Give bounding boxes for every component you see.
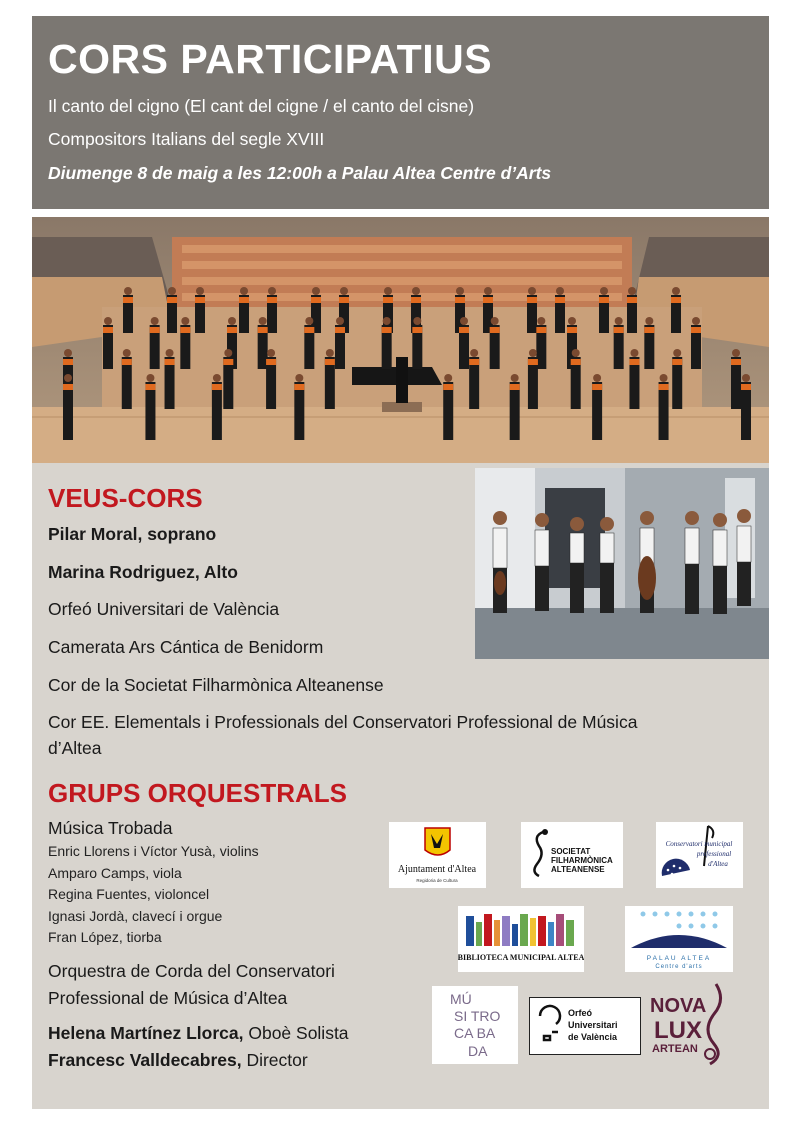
ensemble-member: Enric Llorens i Víctor Yusà, violins xyxy=(48,843,259,859)
nova-lux-artean-logo xyxy=(648,980,732,1072)
choir-singer-head xyxy=(444,374,452,382)
conservatori-label: d'Altea xyxy=(708,860,728,868)
choir-sash xyxy=(63,359,73,365)
choir-singer-head xyxy=(64,349,72,357)
choir-singer-head xyxy=(267,349,275,357)
choir-singer xyxy=(510,382,520,440)
ensemble-name: Música Trobada xyxy=(48,818,173,838)
choir-sash xyxy=(528,359,538,365)
choir-singer-head xyxy=(672,287,680,295)
choir-singer-head xyxy=(742,374,750,382)
ensemble-member: Fran López, tiorba xyxy=(48,929,162,945)
choir-singer xyxy=(145,382,155,440)
choir-sash xyxy=(165,359,175,365)
ajuntament-sublabel: Regidoria de Cultura xyxy=(416,878,458,883)
choir-sash xyxy=(122,359,132,365)
choir-singer-head xyxy=(168,287,176,295)
choir-singer-head xyxy=(732,349,740,357)
choir-singer-head xyxy=(64,374,72,382)
director-role: Director xyxy=(241,1050,308,1070)
choir-sash xyxy=(629,359,639,365)
choir-singer-head xyxy=(305,317,313,325)
choir-sash xyxy=(339,297,349,303)
choir-sash xyxy=(335,327,345,333)
choir-sash xyxy=(490,327,500,333)
choir-sash xyxy=(227,327,237,333)
soloist-soprano: Pilar Moral, soprano xyxy=(48,524,217,544)
palau-sublabel: Centre d'arts xyxy=(655,964,703,970)
musica-trobada-text: MÚ xyxy=(450,991,472,1007)
choir-singer-head xyxy=(312,287,320,295)
choir-singer xyxy=(63,382,73,440)
choir-sash xyxy=(555,297,565,303)
choir-singer-head xyxy=(123,349,131,357)
choir-sash xyxy=(145,384,155,390)
oboe-soloist-role: Oboè Solista xyxy=(243,1023,349,1043)
biblioteca-label: BIBLIOTECA MUNICIPAL ALTEA xyxy=(458,953,584,962)
choir-singer xyxy=(212,382,222,440)
choir-singer-head xyxy=(615,317,623,325)
choir-singer-head xyxy=(383,317,391,325)
choir-sash xyxy=(266,359,276,365)
choir-singer-head xyxy=(511,374,519,382)
choir-singer-head xyxy=(196,287,204,295)
choir-singer-head xyxy=(336,317,344,325)
choir-sash xyxy=(258,327,268,333)
choir-singer-head xyxy=(340,287,348,295)
choir-singer-head xyxy=(630,349,638,357)
choir-singer-head xyxy=(572,349,580,357)
choir-singer xyxy=(592,382,602,440)
choir-singer-head xyxy=(628,287,636,295)
choir-sash xyxy=(304,327,314,333)
choir-singer-head xyxy=(146,374,154,382)
ensemble-illustration xyxy=(475,468,769,659)
choir-singer-head xyxy=(151,317,159,325)
societat-label: SOCIETAT xyxy=(551,847,591,856)
soloist-alto: Marina Rodriguez, Alto xyxy=(48,562,238,582)
choir-singer-head xyxy=(528,287,536,295)
choir-sash xyxy=(63,384,73,390)
choir-sash xyxy=(325,359,335,365)
ensemble-member: Amparo Camps, viola xyxy=(48,865,182,881)
choir-sash xyxy=(671,297,681,303)
choir-singer-head xyxy=(326,349,334,357)
choir-sash xyxy=(672,359,682,365)
choir-photo xyxy=(32,217,769,463)
director-name: Francesc Valldecabres, xyxy=(48,1050,242,1070)
choir-singer-head xyxy=(240,287,248,295)
director xyxy=(48,1050,308,1071)
page-title: CORS PARTICIPATIUS xyxy=(48,36,493,82)
choir-singer-head xyxy=(295,374,303,382)
choir-item: Orfeó Universitari de València xyxy=(48,599,280,619)
choir-sash xyxy=(103,327,113,333)
choir-sash xyxy=(123,297,133,303)
choir-singer-head xyxy=(484,287,492,295)
section-heading-veus-cors: VEUS-CORS xyxy=(48,483,203,513)
choir-singer xyxy=(659,382,669,440)
conductor xyxy=(396,357,408,403)
choir-sash xyxy=(536,327,546,333)
musica-trobada-text: SI TRO xyxy=(454,1008,501,1024)
nova-lux-text: NOVA xyxy=(650,995,707,1017)
societat-label: FILHARMÒNICA xyxy=(551,856,613,865)
musica-trobada-logo xyxy=(432,986,518,1064)
orchestra-name-continued: Professional de Música d’Altea xyxy=(48,988,288,1008)
choir-singer-head xyxy=(593,374,601,382)
choir-singer-head xyxy=(537,317,545,325)
choir-sash xyxy=(239,297,249,303)
choir-sash xyxy=(691,327,701,333)
choir-singer-head xyxy=(213,374,221,382)
choir-singer-head xyxy=(529,349,537,357)
choir-sash xyxy=(411,297,421,303)
choir-singer-head xyxy=(104,317,112,325)
choir-singer-head xyxy=(413,317,421,325)
event-date: Diumenge 8 de maig a les 12:00h a Palau Altea Centre d’Arts xyxy=(48,163,552,183)
choir-singer-head xyxy=(692,317,700,325)
choir-sash xyxy=(267,297,277,303)
choir-singer xyxy=(443,382,453,440)
choir-sash xyxy=(455,297,465,303)
choir-singer-head xyxy=(600,287,608,295)
oboe-soloist xyxy=(48,1023,349,1044)
orfeo-universitari-logo xyxy=(529,997,641,1055)
choir-singer-head xyxy=(166,349,174,357)
ensemble-member: Regina Fuentes, violoncel xyxy=(48,886,210,902)
societat-filharmonica-logo xyxy=(521,822,623,888)
societat-label: ALTEANENSE xyxy=(551,865,605,874)
choir-sash xyxy=(180,327,190,333)
conservatori-logo xyxy=(656,822,743,888)
choir-singer-head xyxy=(412,287,420,295)
choir-singer xyxy=(294,382,304,440)
choir-sash xyxy=(294,384,304,390)
orfeo-label: Orfeó xyxy=(568,1008,593,1018)
choir-sash xyxy=(459,327,469,333)
choir-singer-head xyxy=(224,349,232,357)
choir-sash xyxy=(382,327,392,333)
musica-trobada-text: DA xyxy=(468,1043,488,1059)
palau-label: PALAU ALTEA xyxy=(646,955,712,962)
choir-sash xyxy=(150,327,160,333)
choir-sash xyxy=(592,384,602,390)
section-heading-grups-orquestrals: GRUPS ORQUESTRALS xyxy=(48,778,348,808)
choir-sash xyxy=(469,359,479,365)
choir-singer-head xyxy=(491,317,499,325)
choir-singer xyxy=(741,382,751,440)
conservatori-label: Conservatori municipal xyxy=(665,840,733,848)
choir-sash xyxy=(510,384,520,390)
choir-singer-head xyxy=(660,374,668,382)
orfeo-label: Universitari xyxy=(568,1020,618,1030)
choir-sash xyxy=(527,297,537,303)
subtitle-composers: Compositors Italians del segle XVIII xyxy=(48,129,325,149)
choir-sash xyxy=(311,297,321,303)
choir-singer-head xyxy=(259,317,267,325)
choir-singer-head xyxy=(456,287,464,295)
choir-illustration xyxy=(32,217,769,463)
choir-sash xyxy=(412,327,422,333)
header-banner xyxy=(32,16,769,209)
choir-sash xyxy=(443,384,453,390)
choir-sash xyxy=(195,297,205,303)
orfeo-label: de València xyxy=(568,1032,618,1042)
nova-lux-text: ARTEAN xyxy=(652,1043,698,1055)
choir-singer-head xyxy=(268,287,276,295)
ensemble-photo xyxy=(475,468,769,659)
choir-item: Camerata Ars Cántica de Benidorm xyxy=(48,637,324,657)
subtitle: Il canto del cigno (El cant del cigne / el canto del cisne) xyxy=(48,96,475,116)
palau-altea-logo xyxy=(625,906,733,972)
choir-sash xyxy=(223,359,233,365)
choir-singer-head xyxy=(568,317,576,325)
choir-singer-head xyxy=(556,287,564,295)
choir-singer-head xyxy=(228,317,236,325)
choir-item: Cor EE. Elementals i Professionals del Conservatori Professional de Música xyxy=(48,712,638,732)
choir-singer-head xyxy=(181,317,189,325)
musica-trobada-text: CA BA xyxy=(454,1025,496,1041)
choir-sash xyxy=(483,297,493,303)
conservatori-label: professional xyxy=(696,850,732,858)
choir-singer-head xyxy=(470,349,478,357)
choir-sash xyxy=(627,297,637,303)
ajuntament-label: Ajuntament d'Altea xyxy=(397,864,477,875)
ajuntament-altea-logo xyxy=(389,822,486,888)
choir-singer-head xyxy=(124,287,132,295)
choir-sash xyxy=(614,327,624,333)
nova-lux-text: LUX xyxy=(654,1017,702,1044)
choir-sash xyxy=(212,384,222,390)
biblioteca-logo xyxy=(458,906,584,972)
choir-sash xyxy=(644,327,654,333)
choir-item: Cor de la Societat Filharmònica Alteanense xyxy=(48,675,384,695)
choir-sash xyxy=(599,297,609,303)
choir-singer-head xyxy=(645,317,653,325)
choir-item-continued: d’Altea xyxy=(48,738,102,758)
choir-sash xyxy=(731,359,741,365)
choir-sash xyxy=(167,297,177,303)
choir-singer-head xyxy=(384,287,392,295)
choir-sash xyxy=(659,384,669,390)
choir-singer-head xyxy=(460,317,468,325)
choir-sash xyxy=(567,327,577,333)
ensemble-member: Ignasi Jordà, clavecí i orgue xyxy=(48,908,223,924)
choir-sash xyxy=(383,297,393,303)
oboe-soloist-name: Helena Martínez Llorca, xyxy=(48,1023,244,1043)
choir-singer-head xyxy=(673,349,681,357)
choir-sash xyxy=(741,384,751,390)
choir-sash xyxy=(571,359,581,365)
orchestra-name: Orquestra de Corda del Conservatori xyxy=(48,961,335,981)
